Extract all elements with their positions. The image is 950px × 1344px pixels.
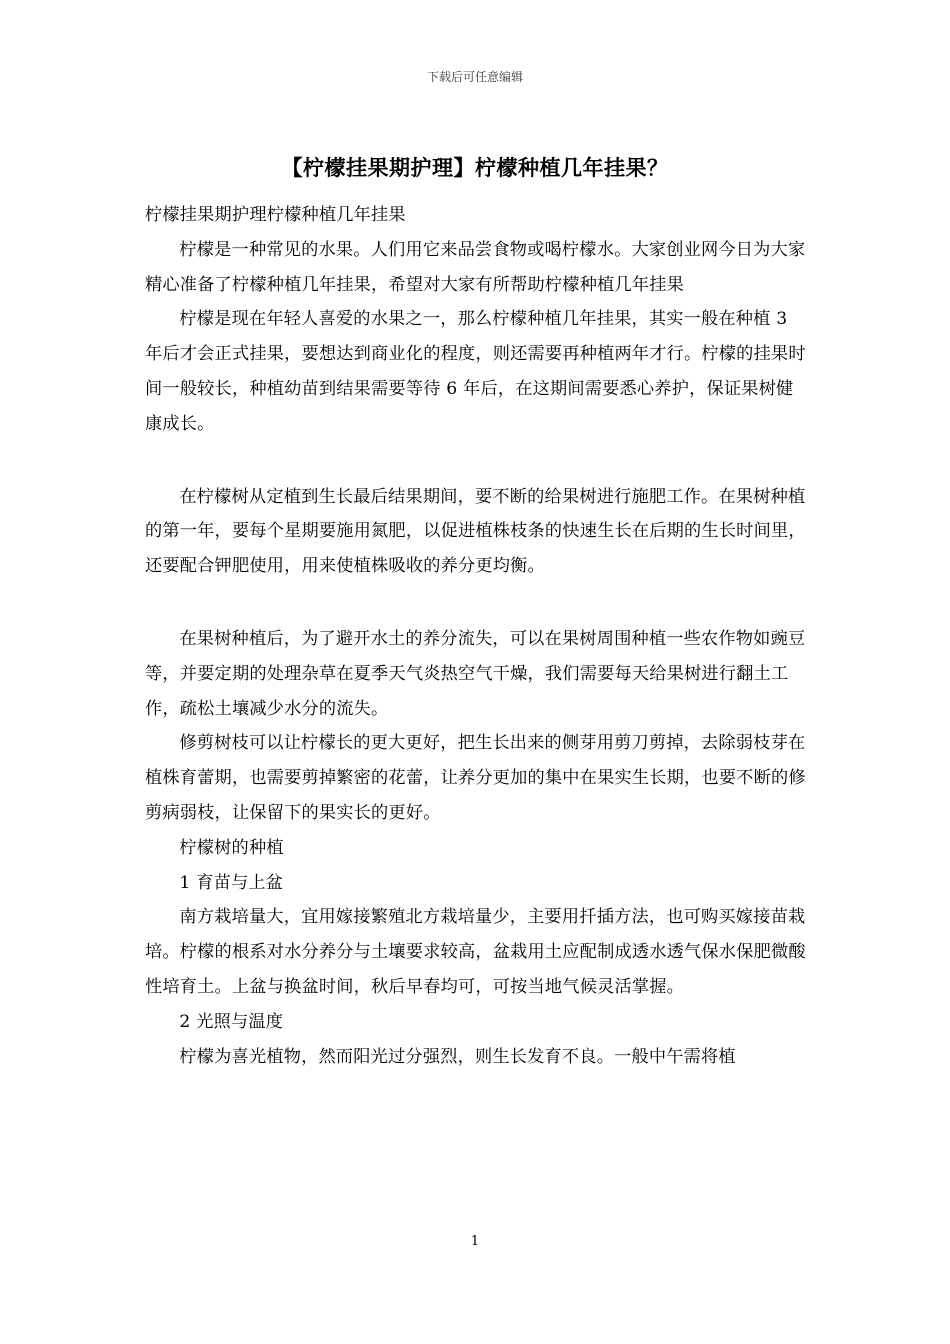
- page-number: 1: [470, 1234, 480, 1249]
- subtitle: 柠檬挂果期护理柠檬种植几年挂果: [145, 205, 406, 225]
- paragraph-pruning: 修剪树枝可以让柠檬长的更大更好，把生长出来的侧芽用剪刀剪掉，去除弱枝芽在植株育蕾期，也需要剪掉繁密的花蕾，让养分更加的集中在果实生长期，也要不断的修剪病弱枝，让保留下的果实长的更好。: [145, 733, 806, 823]
- paragraph-spacer: [145, 442, 810, 480]
- paragraph-soil-care: 在果树种植后，为了避开水土的养分流失，可以在果树周围种植一些农作物如豌豆等，并要定期的处理杂草在夏季天气炎热空气干燥，我们需要每天给果树进行翻土工作，疏松土壤减少水分的流失。: [145, 628, 806, 719]
- paragraph-intro: 柠檬是一种常见的水果。人们用它来品尝食物或喝柠檬水。大家创业网今日为大家精心准备了柠檬种植几年挂果，希望对大家有所帮助柠檬种植几年挂果: [145, 239, 806, 295]
- section-heading-light: 2 光照与温度: [179, 1011, 284, 1032]
- paragraph-fruiting-time: 柠檬是现在年轻人喜爱的水果之一，那么柠檬种植几年挂果，其实一般在种植 3 年后才会正式挂果，要想达到商业化的程度，则还需要再种植两年才行。柠檬的挂果时间一般较长，种植幼苗到结果需要等待 6 年后，在这期间需要悉心养护，保证果树健康成长。: [145, 309, 806, 434]
- document-body: [145, 198, 810, 1074]
- page-title: 【柠檬挂果期护理】柠檬种植几年挂果？: [281, 156, 669, 180]
- section-heading-planting: 柠檬树的种植: [179, 837, 284, 858]
- paragraph-spacer: [145, 584, 810, 622]
- paragraph-fertilizing: 在柠檬树从定植到生长最后结果期间，要不断的给果树进行施肥工作。在果树种植的第一年，要每个星期要施用氮肥，以促进植株枝条的快速生长在后期的生长时间里，还要配合钾肥使用，用来使植株吸收的养分更均衡。: [145, 486, 806, 577]
- paragraph-seedling: 南方栽培量大，宜用嫁接繁殖北方栽培量少，主要用扦插方法，也可购买嫁接苗栽培。柠檬的根系对水分养分与土壤要求较高，盆栽用土应配制成透水透气保水保肥微酸性培育土。上盆与换盆时间，秋后早春均可，可按当地气候灵活掌握。: [145, 907, 806, 997]
- section-heading-seedling: 1 育苗与上盆: [179, 872, 284, 893]
- paragraph-light: 柠檬为喜光植物，然而阳光过分强烈，则生长发育不良。一般中午需将植: [179, 1046, 736, 1067]
- header-note: 下载后可任意编辑: [426, 70, 523, 84]
